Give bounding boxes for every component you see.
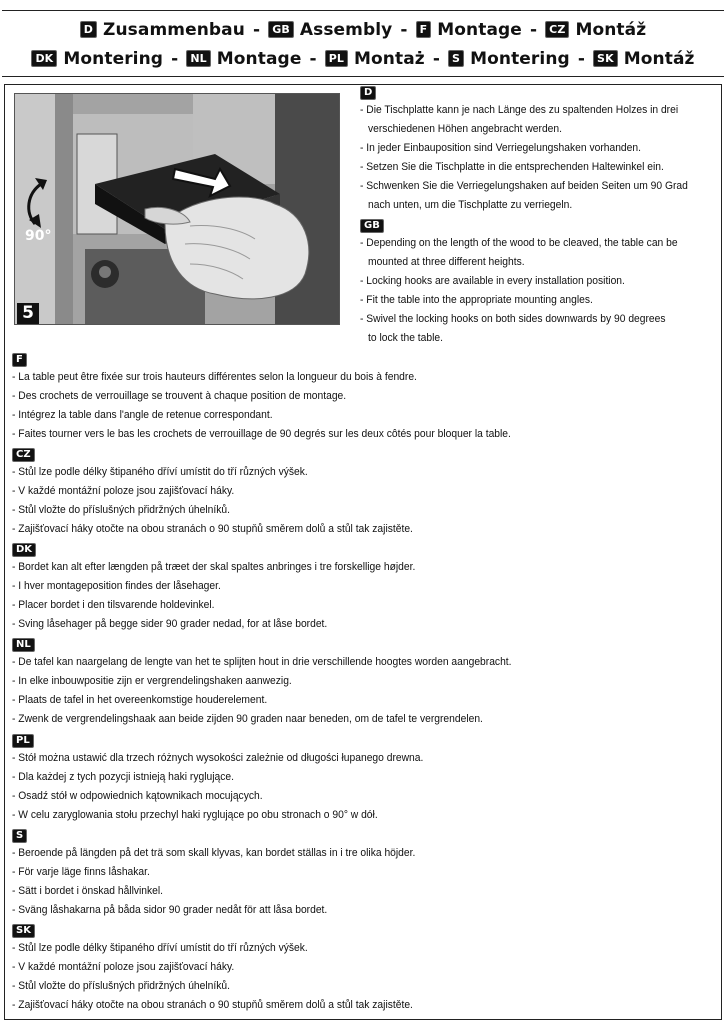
section-gb-line: to lock the table. <box>368 332 443 344</box>
header-separator: - <box>529 20 538 40</box>
lang-badge-f: F <box>416 21 432 38</box>
section-nl-line: - De tafel kan naargelang de lengte van het te splijten hout in drie verschillende hoogtes worden aangebracht. <box>12 656 512 668</box>
section-s-line: - För varje läge finns låshakar. <box>12 866 150 878</box>
section-nl-line: - Plaats de tafel in het overeenkomstige houderelement. <box>12 694 268 706</box>
header-title-row-2 <box>0 49 726 69</box>
header-separator: - <box>253 20 261 40</box>
section-pl-line: - Stół można ustawić dla trzech różnych wysokości zależnie od długości łupanego drewna. <box>12 752 424 764</box>
figure-number: 5 <box>17 303 39 324</box>
section-gb-line: mounted at three different heights. <box>368 256 525 268</box>
section-badge-d: D <box>360 86 376 100</box>
section-dk-line: - Placer bordet i den tilsvarende holdevinkel. <box>12 599 215 611</box>
section-sk-line: - Stůl lze podle délky štipaného dříví umístit do tří různých výšek. <box>12 942 308 954</box>
section-s-line: - Sväng låshakarna på båda sidor 90 grader nedåt för att låsa bordet. <box>12 904 328 916</box>
section-d-line: nach unten, um die Tischplatte zu verriegeln. <box>368 199 573 211</box>
section-sk-line: - Stůl vložte do příslušných přidržných úhelníků. <box>12 980 230 992</box>
section-gb-line: - Locking hooks are available in every installation position. <box>360 275 625 287</box>
section-badge-sk: SK <box>12 924 35 938</box>
section-nl-line: - Zwenk de vergrendelingshaak aan beide zijden 90 graden naar beneden, om de tafel te vergrendelen. <box>12 713 483 725</box>
section-pl-line: - Osadź stół w odpowiednich kątownikach mocujących. <box>12 790 263 802</box>
header-separator: - <box>577 49 586 69</box>
lang-badge-cz: CZ <box>545 21 569 38</box>
section-sk-line: - V každé montážní poloze jsou zajišťovací háky. <box>12 961 235 973</box>
top-rule <box>2 10 724 11</box>
header-title-s: Montering <box>470 49 570 69</box>
header-separator: - <box>400 20 408 40</box>
lang-badge-nl: NL <box>186 50 210 67</box>
section-gb-line: - Swivel the locking hooks on both sides downwards by 90 degrees <box>360 313 666 325</box>
header-title-dk: Montering <box>63 49 164 69</box>
section-dk-line: - Sving låsehager på begge sider 90 grader nedad, for at låse bordet. <box>12 618 328 630</box>
section-s-line: - Sätt i bordet i önskad hållvinkel. <box>12 885 164 897</box>
header-title-d: Zusammenbau <box>103 20 245 40</box>
section-pl-line: - W celu zaryglowania stołu przechyl haki ryglujące po obu stronach o 90° w dół. <box>12 809 378 821</box>
header-title-nl: Montage <box>216 49 302 69</box>
section-f-line: - Des crochets de verrouillage se trouvent à chaque position de montage. <box>12 390 347 402</box>
section-gb-line: - Fit the table into the appropriate mounting angles. <box>360 294 593 306</box>
section-f-line: - Intégrez la table dans l'angle de retenue correspondant. <box>12 409 273 421</box>
section-badge-nl: NL <box>12 638 35 652</box>
section-d-line: verschiedenen Höhen angebracht werden. <box>368 123 562 135</box>
section-badge-f: F <box>12 353 27 367</box>
header-title-row-1 <box>0 20 726 40</box>
section-f-line: - Faites tourner vers le bas les crochets de verrouillage de 90 degrés sur les deux côtés pour bloquer la table. <box>12 428 511 440</box>
section-sk-line: - Zajišťovací háky otočte na obou stranách o 90 stupňů směrem dolů a stůl tak zajistěte. <box>12 999 413 1011</box>
section-d-line: - Schwenken Sie die Verriegelungshaken auf beiden Seiten um 90 Grad <box>360 180 688 192</box>
lang-badge-pl: PL <box>325 50 348 67</box>
section-s-line: - Beroende på längden på det trä som skall klyvas, kan bordet ställas in i tre olika höjder. <box>12 847 416 859</box>
section-badge-dk: DK <box>12 543 36 557</box>
header-rule <box>2 76 724 77</box>
section-cz-line: - Stůl vložte do příslušných přidržných úhelníků. <box>12 504 230 516</box>
section-cz-line: - Zajišťovací háky otočte na obou stranách o 90 stupňů směrem dolů a stůl tak zajistěte. <box>12 523 413 535</box>
section-f-line: - La table peut être fixée sur trois hauteurs différentes selon la longueur du bois à fendre. <box>12 371 417 383</box>
header-separator: - <box>309 49 317 69</box>
section-cz-line: - Stůl lze podle délky štipaného dříví umístit do tří různých výšek. <box>12 466 308 478</box>
section-dk-line: - I hver montageposition findes der låsehager. <box>12 580 221 592</box>
lang-badge-sk: SK <box>593 50 618 67</box>
assembly-illustration <box>15 94 340 325</box>
lang-badge-gb: GB <box>268 21 294 38</box>
section-pl-line: - Dla każdej z tych pozycji istnieją haki ryglujące. <box>12 771 234 783</box>
header-title-gb: Assembly <box>299 20 393 40</box>
lang-badge-dk: DK <box>31 50 57 67</box>
header-title-pl: Montaż <box>354 49 425 69</box>
header-title-sk: Montáž <box>623 49 695 69</box>
section-d-line: - Die Tischplatte kann je nach Länge des zu spaltenden Holzes in drei <box>360 104 679 116</box>
section-gb-line: - Depending on the length of the wood to be cleaved, the table can be <box>360 237 678 249</box>
section-badge-pl: PL <box>12 734 34 748</box>
angle-label: 90° <box>25 228 52 244</box>
section-dk-line: - Bordet kan alt efter længden på træet der skal spaltes anbringes i tre forskellige højder. <box>12 561 416 573</box>
section-badge-s: S <box>12 829 27 843</box>
lang-badge-d: D <box>80 21 97 38</box>
header-title-f: Montage <box>437 20 522 40</box>
header-title-cz: Montáž <box>575 20 647 40</box>
section-badge-gb: GB <box>360 219 384 233</box>
header-separator: - <box>432 49 440 69</box>
assembly-photo <box>14 93 340 325</box>
lang-badge-s: S <box>448 50 464 67</box>
section-d-line: - In jeder Einbauposition sind Verriegelungshaken vorhanden. <box>360 142 641 154</box>
section-cz-line: - V každé montážní poloze jsou zajišťovací háky. <box>12 485 235 497</box>
section-d-line: - Setzen Sie die Tischplatte in die entsprechenden Haltewinkel ein. <box>360 161 664 173</box>
header-separator: - <box>171 49 179 69</box>
section-nl-line: - In elke inbouwpositie zijn er vergrendelingshaken aanwezig. <box>12 675 292 687</box>
section-badge-cz: CZ <box>12 448 35 462</box>
